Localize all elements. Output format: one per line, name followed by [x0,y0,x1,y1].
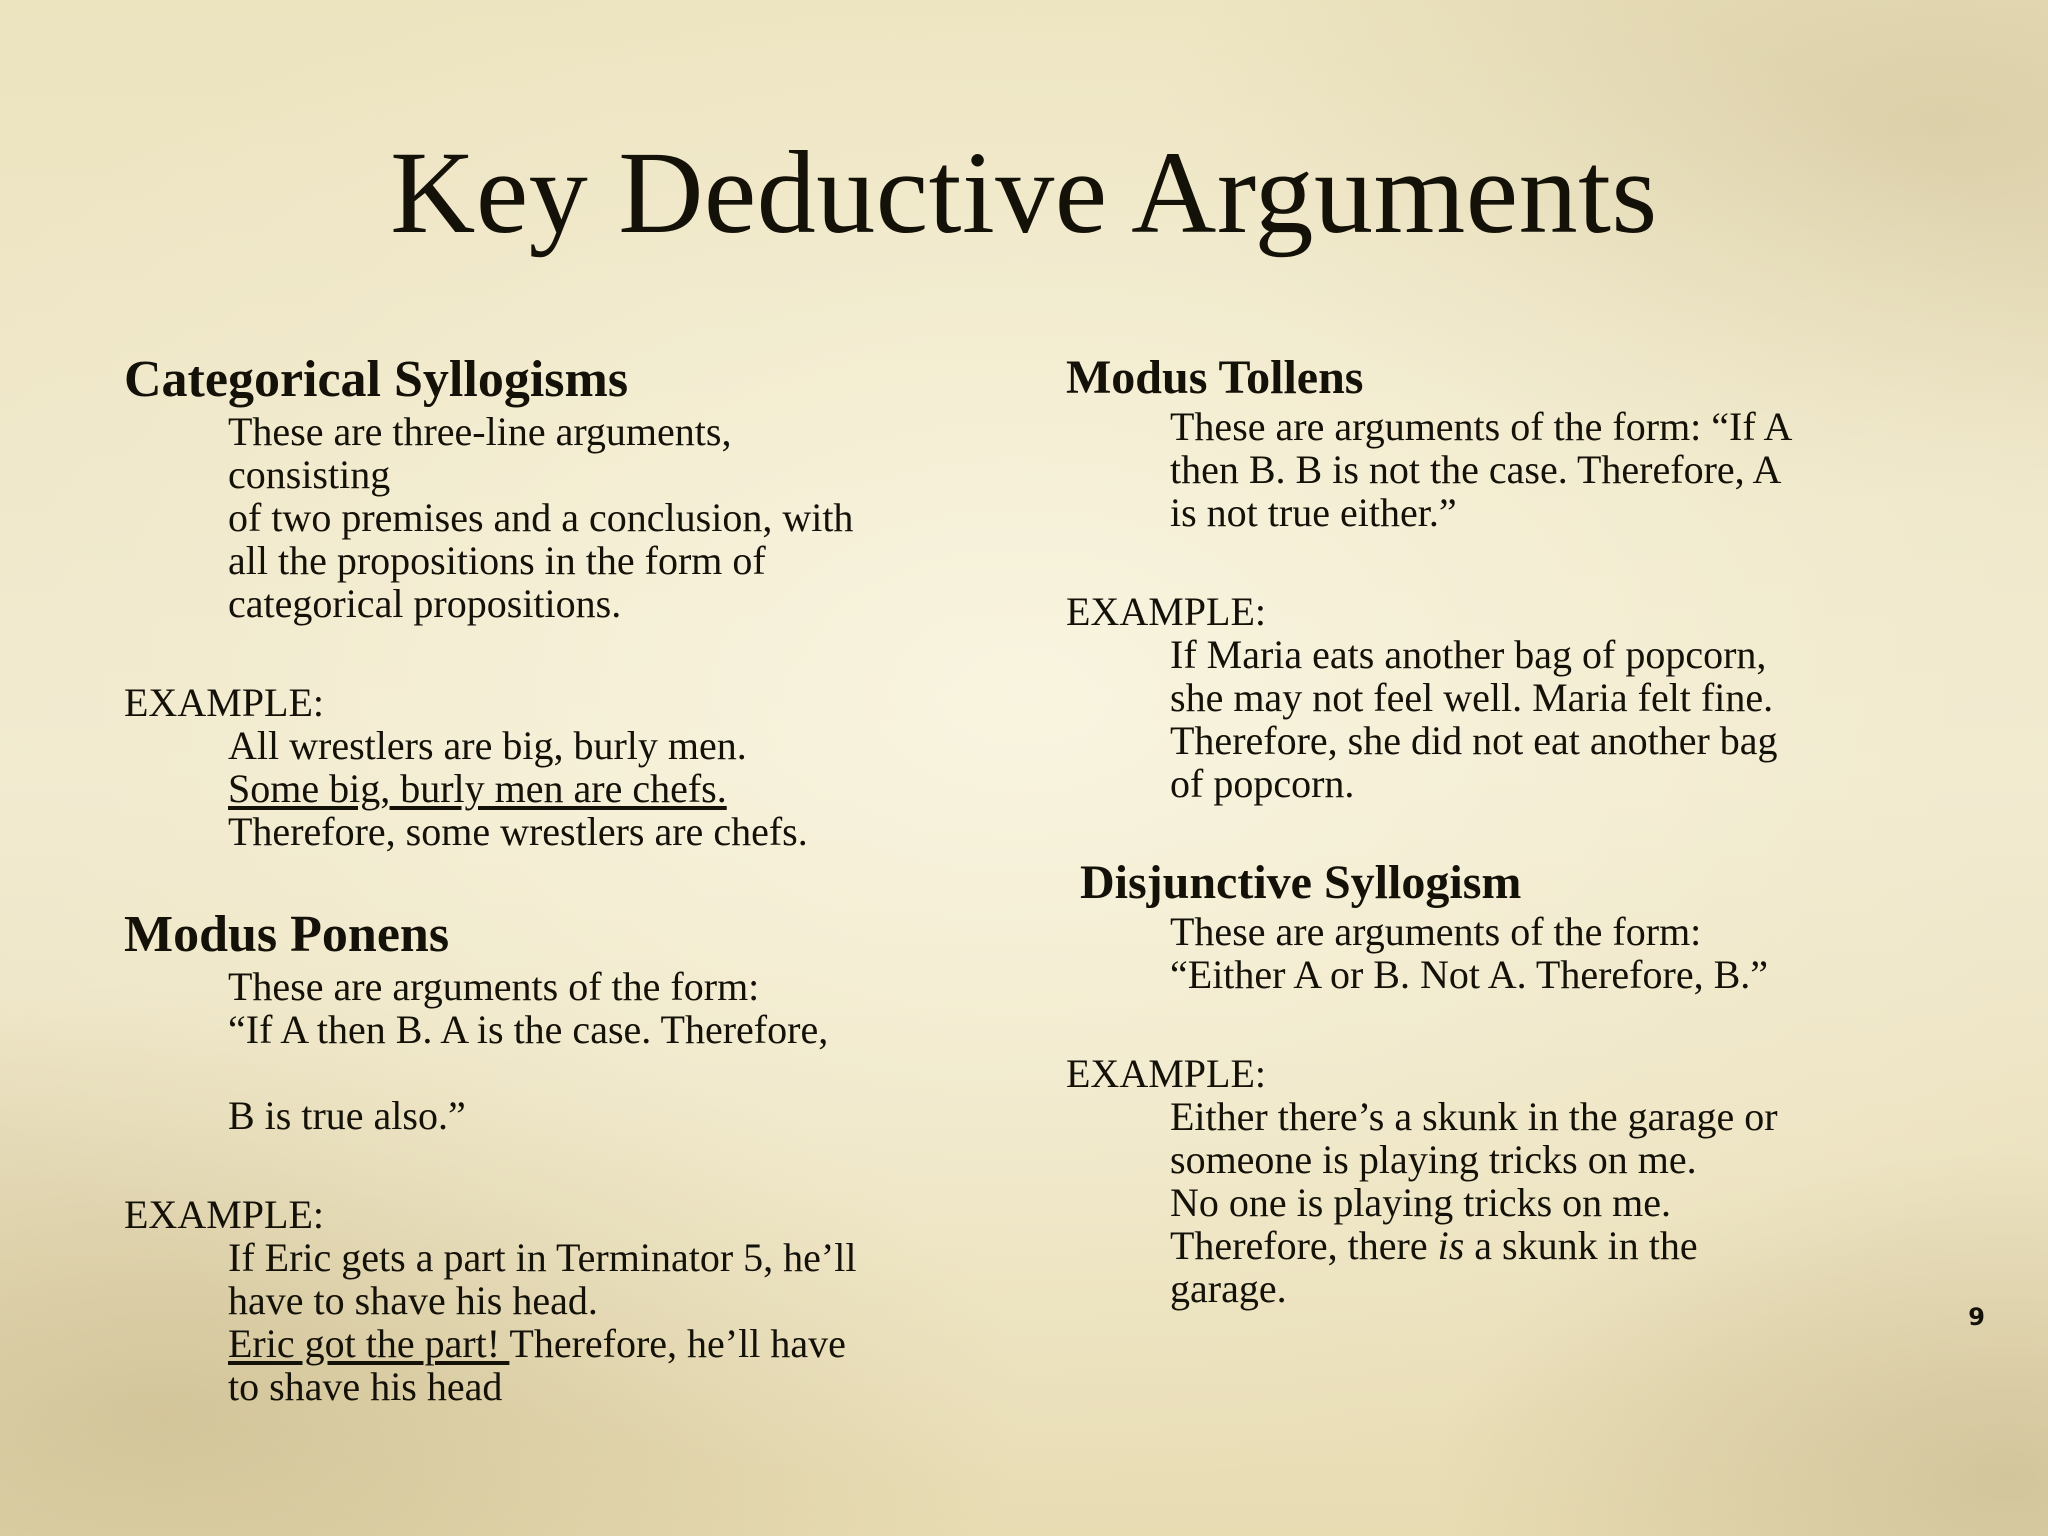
example-line: have to shave his head. [228,1277,598,1323]
example-label: EXAMPLE: [1066,1051,1266,1097]
spacer [1066,996,1966,1052]
example-line: she may not feel well. Maria felt fine. [1170,675,1774,721]
spacer [1066,805,1966,855]
example-line [228,1322,1004,1365]
modus-ponens-heading: Modus Ponens [124,905,450,963]
left-column [124,350,1004,1408]
example-line: If Eric gets a part in Terminator 5, he’ll [228,1234,857,1280]
blank-line [228,1051,1004,1094]
modus-ponens-section [124,905,1004,1408]
example-line: All wrestlers are big, burly men. [228,722,747,768]
description-line: consisting [228,451,391,497]
description-line: These are three-line arguments, [228,408,732,454]
example-underlined-text: Eric got the part! [228,1320,510,1366]
example-label: EXAMPLE: [124,1191,324,1237]
spacer [124,1137,1004,1193]
example-label: EXAMPLE: [1066,589,1266,635]
spacer [1066,534,1966,590]
modus-tollens-heading: Modus Tollens [1066,351,1364,404]
right-column [1066,350,1966,1310]
description-line: “If A then B. A is the case. Therefore, [228,1006,829,1052]
description-line: of two premises and a conclusion, with [228,494,854,540]
description-line: is not true either.” [1170,490,1457,536]
modus-ponens-description [124,965,1004,1137]
example-line: of popcorn. [1170,761,1355,807]
spacer [124,625,1004,681]
example-line: someone is playing tricks on me. [1170,1137,1697,1183]
slide-number: 9 [1968,1303,1985,1331]
categorical-example [124,724,1004,853]
example-line: No one is playing tricks on me. [1170,1180,1672,1226]
disjunctive-syllogism-description [1066,910,1966,996]
spacer [124,853,1004,905]
example-text: a skunk in the [1464,1223,1698,1269]
modus-tollens-section [1066,350,1966,805]
disjunctive-example [1066,1095,1966,1310]
categorical-syllogisms-heading: Categorical Syllogisms [124,351,629,408]
example-line-underlined: Some big, burly men are chefs. [228,765,727,811]
example-line [1170,1224,1966,1267]
example-line: Either there’s a skunk in the garage or [1170,1094,1778,1140]
example-text: Therefore, he’ll have [509,1320,846,1366]
example-line: Therefore, some wrestlers are chefs. [228,808,808,854]
example-line: garage. [1170,1266,1287,1312]
description-line: all the propositions in the form of [228,537,766,583]
modus-tollens-description [1066,405,1966,534]
description-line: These are arguments of the form: [228,963,760,1009]
description-line: categorical propositions. [228,580,622,626]
description-line: These are arguments of the form: [1170,909,1702,955]
description-line: B is true also.” [228,1092,466,1138]
example-label: EXAMPLE: [124,679,324,725]
example-line: If Maria eats another bag of popcorn, [1170,632,1767,678]
disjunctive-syllogism-section [1066,855,1966,1310]
example-line: Therefore, she did not eat another bag [1170,718,1778,764]
example-line: to shave his head [228,1363,503,1409]
description-line: then B. B is not the case. Therefore, A [1170,447,1782,493]
example-text: Therefore, there [1170,1223,1438,1269]
categorical-syllogisms-section [124,350,1004,853]
description-line: These are arguments of the form: “If A [1170,404,1793,450]
modus-tollens-example [1066,633,1966,805]
modus-ponens-example [124,1236,1004,1408]
description-line: “Either A or B. Not A. Therefore, B.” [1170,952,1769,998]
disjunctive-syllogism-heading: Disjunctive Syllogism [1080,856,1522,910]
slide-title: Key Deductive Arguments [390,127,1658,258]
example-italic-text: is [1437,1223,1465,1269]
categorical-syllogisms-description [124,410,1004,625]
